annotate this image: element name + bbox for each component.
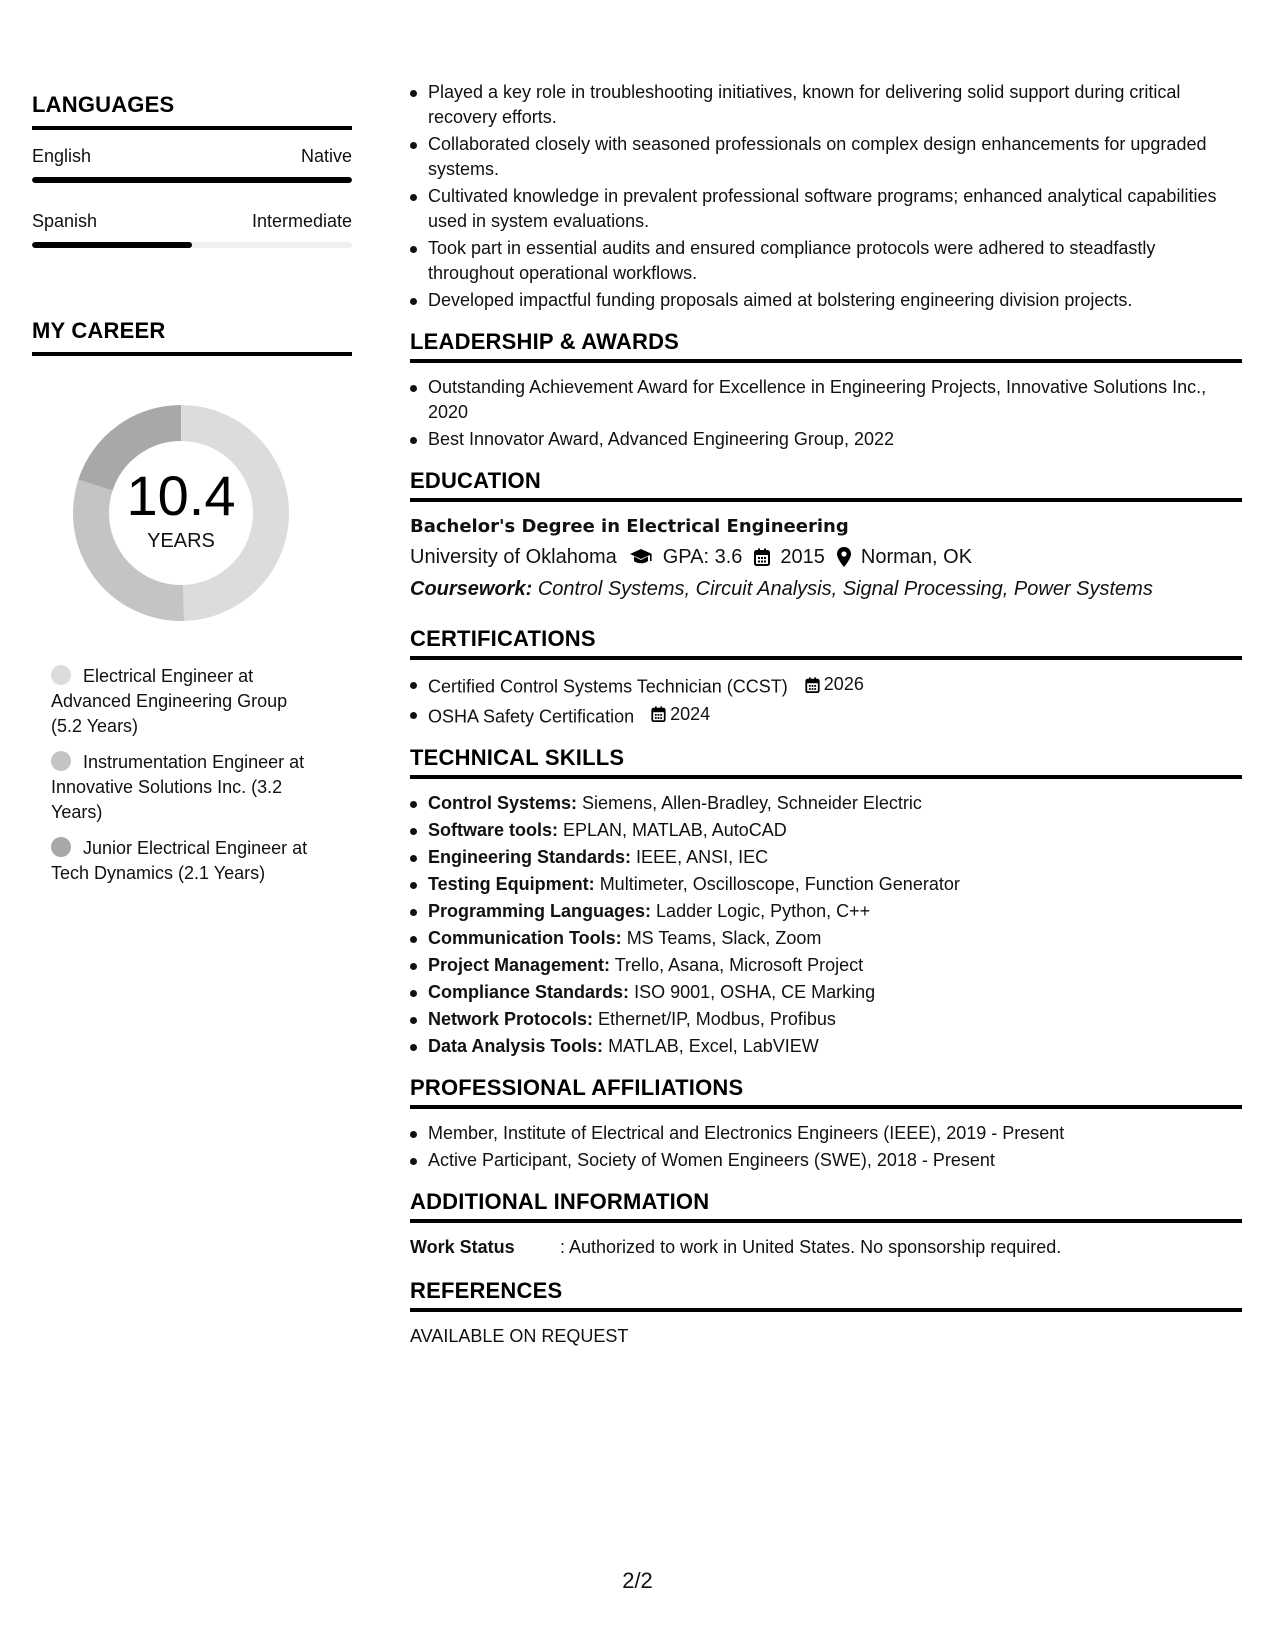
list-item [410,1007,1242,1032]
education-location: Norman, OK [860,546,973,568]
language-name: Spanish [32,211,98,231]
certification-year: 2024 [670,703,711,724]
career-legend-item [51,750,322,825]
skill-key: Software tools: [428,820,559,840]
skill-value: IEEE, ANSI, IEC [636,847,769,867]
skill-value: MS Teams, Slack, Zoom [626,928,822,948]
career-section [32,318,352,886]
skill-key: Programming Languages: [428,901,652,921]
skill-key: Data Analysis Tools: [428,1036,604,1056]
legend-swatch [51,751,71,771]
certification-name: OSHA Safety Certification [428,706,635,726]
affiliations-section [410,1075,1242,1173]
skill-value: Trello, Asana, Microsoft Project [614,955,864,975]
skill-key: Control Systems: [428,793,578,813]
skill-key: Compliance Standards: [428,982,630,1002]
list-item: Member, Institute of Electrical and Electronics Engineers (IEEE), 2019 - Present [410,1121,1242,1146]
certifications-section [410,626,1242,729]
education-school: University of Oklahoma [410,546,617,568]
graduation-cap-icon [629,548,653,566]
skills-title: TECHNICAL SKILLS [410,745,1242,779]
language-proficiency-fill [32,242,192,248]
career-legend [32,664,322,886]
languages-section [32,92,352,248]
career-total-unit: YEARS [147,529,215,552]
language-item [32,146,352,183]
skill-value: MATLAB, Excel, LabVIEW [608,1036,819,1056]
list-item [410,845,1242,870]
language-proficiency-bar [32,242,352,248]
languages-title: LANGUAGES [32,92,352,130]
skill-key: Communication Tools: [428,928,622,948]
right-column [410,80,1242,1349]
affiliations-title: PROFESSIONAL AFFILIATIONS [410,1075,1242,1109]
language-name: English [32,146,92,166]
skill-value: Siemens, Allen-Bradley, Schneider Electric [582,793,922,813]
list-item: Active Participant, Society of Women Engineers (SWE), 2018 - Present [410,1148,1242,1173]
list-item [410,926,1242,951]
experience-bullets [410,80,1242,313]
career-donut-chart [66,398,296,628]
list-item [410,672,1242,700]
list-item: Took part in essential audits and ensured compliance protocols were adhered to steadfastly throughout operational workflows. [410,236,1242,286]
awards-title: LEADERSHIP & AWARDS [410,329,1242,363]
additional-info-title: ADDITIONAL INFORMATION [410,1189,1242,1223]
certifications-title: CERTIFICATIONS [410,626,1242,660]
skill-value: Ethernet/IP, Modbus, Profibus [598,1009,836,1029]
skill-key: Testing Equipment: [428,874,595,894]
list-item [410,899,1242,924]
list-item [410,980,1242,1005]
list-item: Best Innovator Award, Advanced Engineering Group, 2022 [410,427,1242,452]
certification-year: 2026 [823,674,864,694]
calendar-icon [754,548,770,566]
list-item [410,953,1242,978]
legend-label: Junior Electrical Engineer at Tech Dynamics (2.1 Years) [51,838,308,883]
education-section [410,468,1242,604]
list-item [410,702,1242,730]
education-coursework [410,574,1242,604]
legend-swatch [51,665,71,685]
list-item: Outstanding Achievement Award for Excellence in Engineering Projects, Innovative Solutions Inc., 2020 [410,375,1242,425]
work-status-key: Work Status [410,1237,515,1257]
work-status-row [410,1235,1242,1260]
list-item [410,791,1242,816]
career-title: MY CAREER [32,318,352,356]
work-status-value: : Authorized to work in United States. No sponsorship required. [560,1237,1062,1257]
references-section [410,1278,1242,1349]
calendar-icon [651,706,666,722]
calendar-icon [805,677,820,693]
language-proficiency-bar [32,177,352,183]
certification-name: Certified Control Systems Technician (CCST) [428,676,788,697]
skill-value: Ladder Logic, Python, C++ [656,901,871,921]
location-pin-icon [837,547,851,567]
education-degree: Bachelor's Degree in Electrical Engineering [410,516,849,537]
references-text: AVAILABLE ON REQUEST [410,1326,629,1346]
skills-section [410,745,1242,1059]
skill-value: Multimeter, Oscilloscope, Function Generator [599,874,960,894]
skill-key: Engineering Standards: [428,847,632,867]
career-legend-item [51,664,322,739]
legend-swatch [51,837,71,857]
list-item: Cultivated knowledge in prevalent professional software programs; enhanced analytical capabilities used in system evaluations. [410,184,1242,234]
list-item [410,818,1242,843]
page-number: 2/2 [622,1568,653,1593]
list-item: Played a key role in troubleshooting initiatives, known for delivering solid support during critical recovery efforts. [410,80,1242,130]
skill-value: EPLAN, MATLAB, AutoCAD [563,820,787,840]
references-title: REFERENCES [410,1278,1242,1312]
legend-label: Electrical Engineer at Advanced Engineering Group (5.2 Years) [51,666,288,736]
awards-section [410,329,1242,452]
legend-label: Instrumentation Engineer at Innovative Solutions Inc. (3.2 Years) [51,752,305,822]
list-item [410,1034,1242,1059]
left-column [32,92,352,897]
coursework-label: Coursework: [410,578,533,600]
education-gpa: GPA: 3.6 [662,546,743,568]
language-item [32,211,352,248]
language-level: Native [300,146,352,166]
skill-value: ISO 9001, OSHA, CE Marking [634,982,876,1002]
skill-key: Project Management: [428,955,611,975]
skill-key: Network Protocols: [428,1009,594,1029]
coursework-value: Control Systems, Circuit Analysis, Signal Processing, Power Systems [537,578,1153,600]
education-year: 2015 [780,546,825,568]
list-item [410,872,1242,897]
career-total-value: 10.4 [126,463,236,527]
language-proficiency-fill [32,177,352,183]
education-meta [410,542,1242,572]
career-legend-item [51,836,322,886]
additional-info-section [410,1189,1242,1260]
list-item: Developed impactful funding proposals aimed at bolstering engineering division projects. [410,288,1242,313]
language-level: Intermediate [251,211,352,231]
list-item: Collaborated closely with seasoned professionals on complex design enhancements for upgraded systems. [410,132,1242,182]
education-title: EDUCATION [410,468,1242,502]
